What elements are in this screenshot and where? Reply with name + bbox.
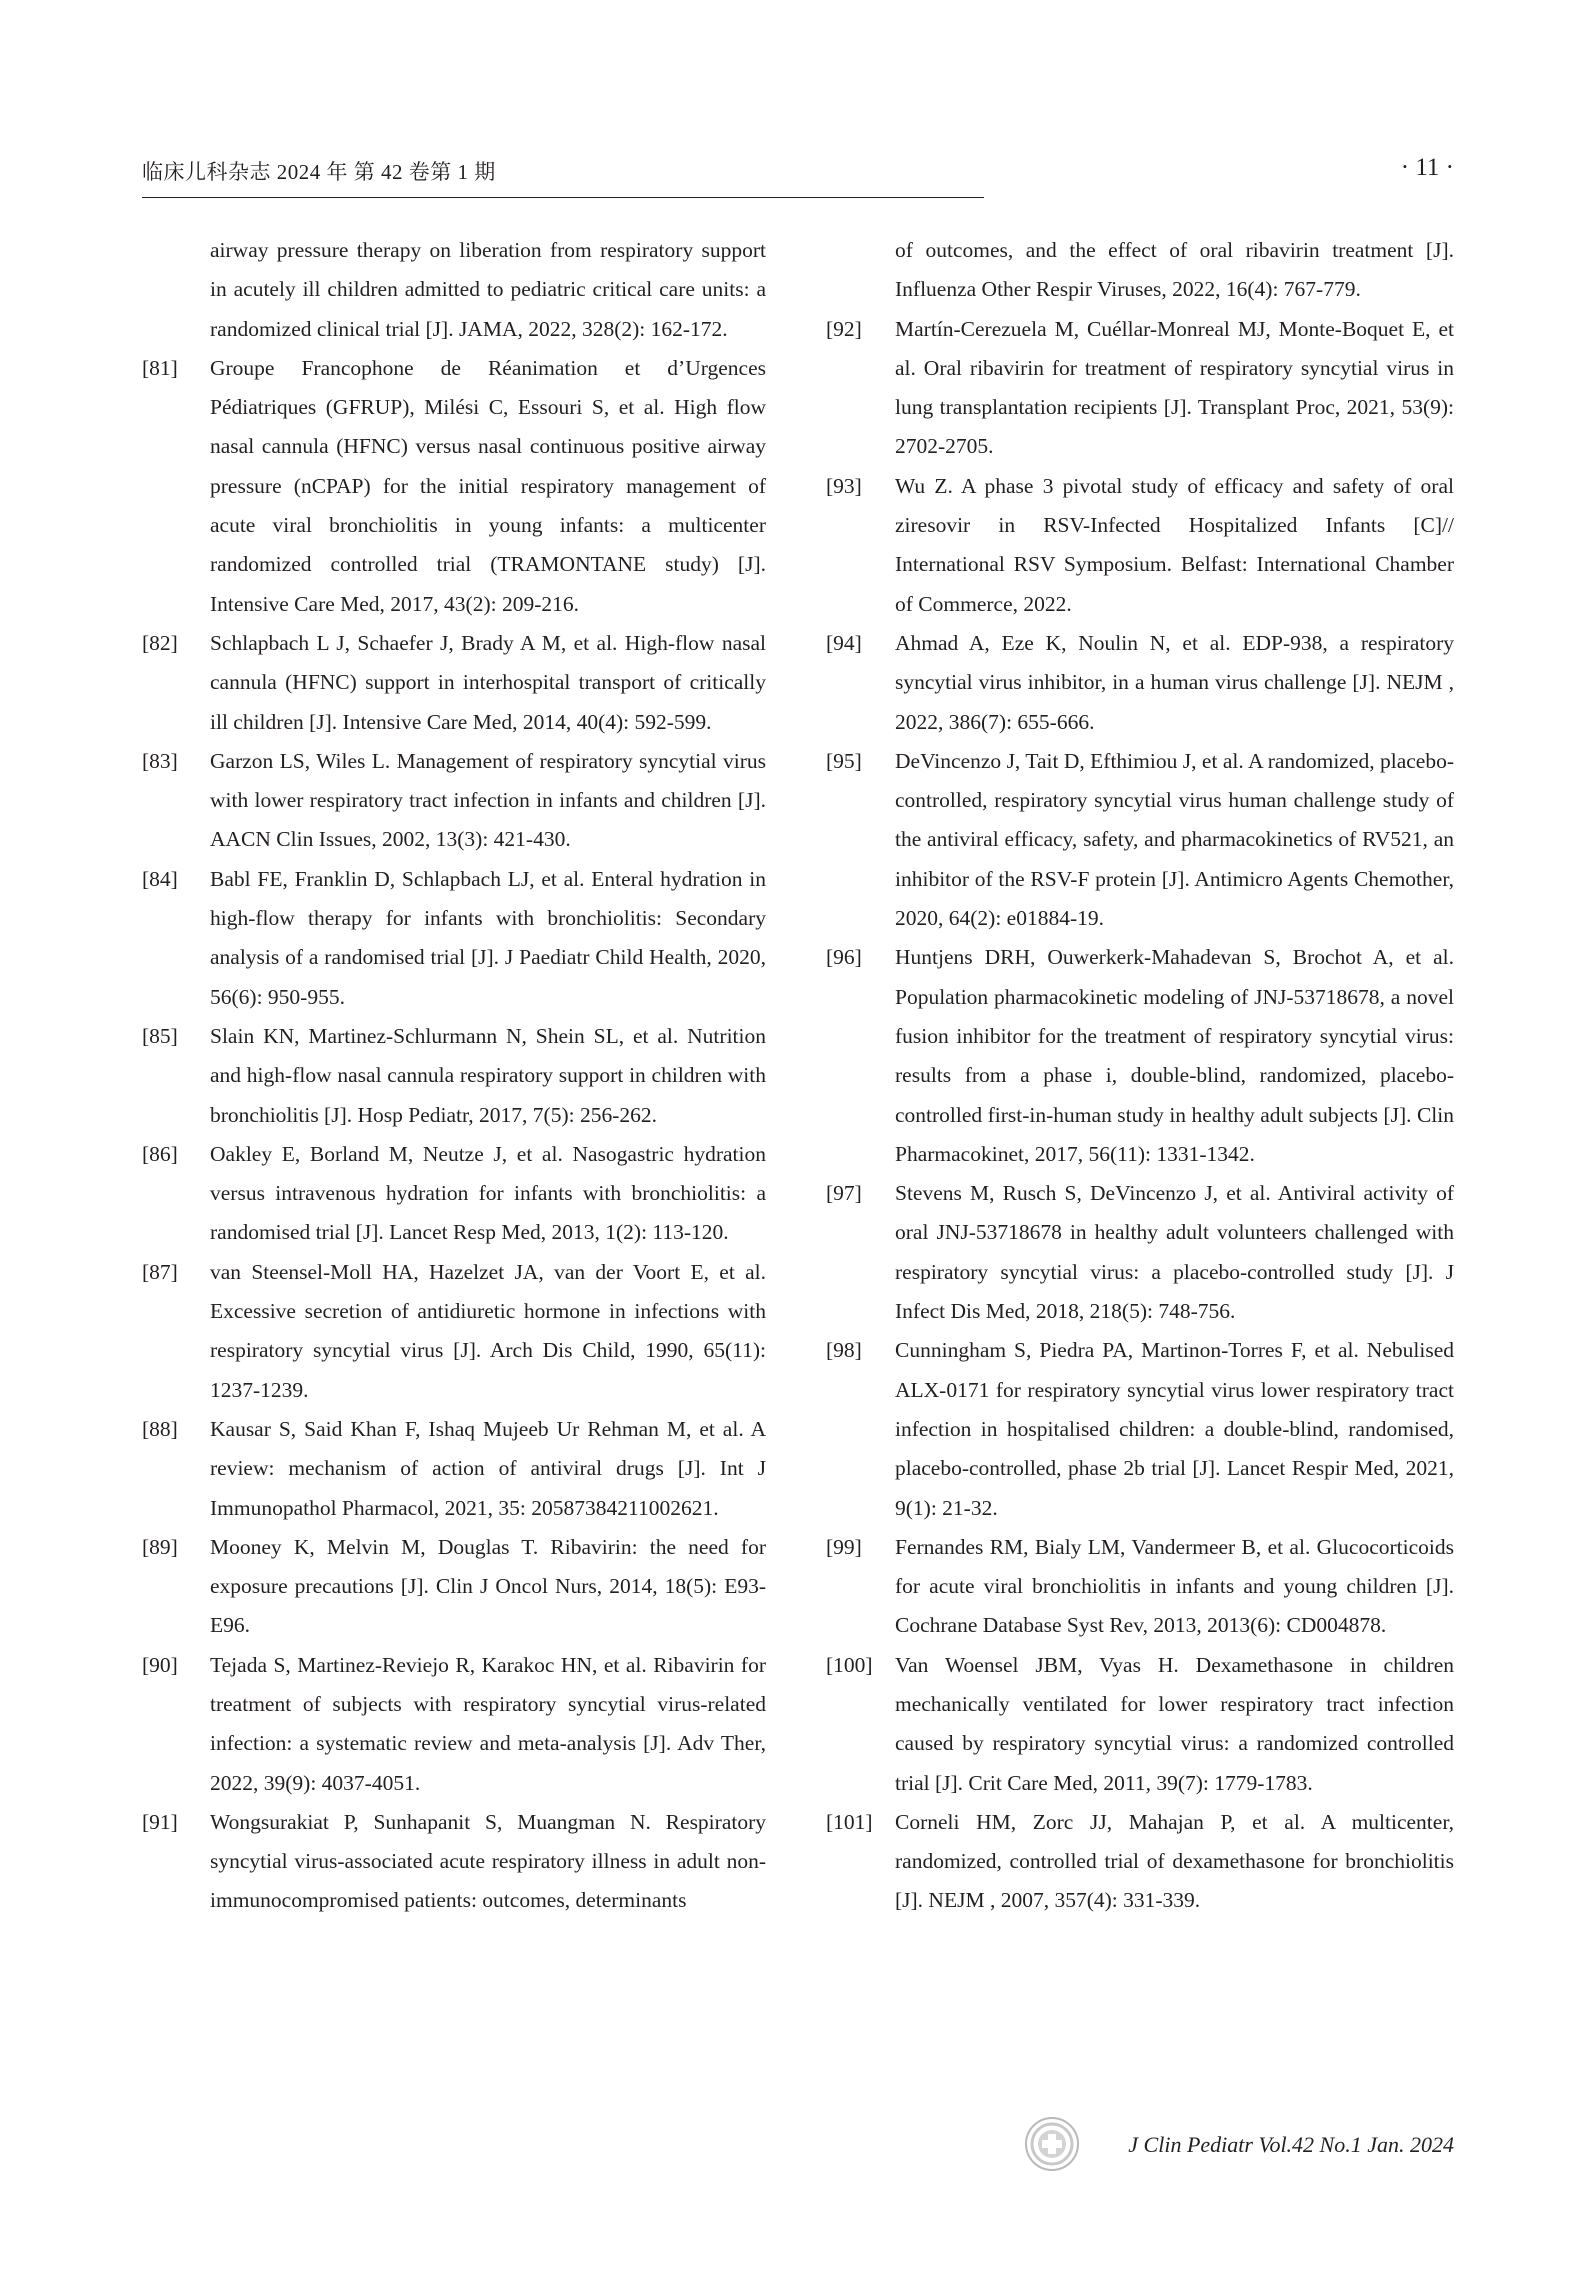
reference-item	[826, 467, 1454, 624]
reference-number: [89]	[142, 1534, 178, 1559]
reference-item	[826, 1174, 1454, 1331]
reference-text: Babl FE, Franklin D, Schlapbach LJ, et al. Enteral hydration in high-flow therapy for infants with bronchiolitis: Secondary analysis of a randomised trial [J]. J Paediatr Child Health, 2020, 56(6): 950-955.	[210, 866, 766, 1009]
reference-item	[142, 860, 766, 1017]
reference-text: Van Woensel JBM, Vyas H. Dexamethasone in children mechanically ventilated for lower respiratory tract infection caused by respiratory syncytial virus: a randomized controlled trial [J]. Crit Care Med, 2011, 39(7): 1779-1783.	[895, 1652, 1454, 1795]
reference-item	[826, 1528, 1454, 1646]
reference-number: [86]	[142, 1141, 178, 1166]
reference-item	[826, 1646, 1454, 1803]
reference-item	[142, 1017, 766, 1135]
journal-citation: J Clin Pediatr Vol.42 No.1 Jan. 2024	[1128, 2132, 1454, 2157]
page-number: · 11 ·	[1400, 154, 1454, 181]
reference-text: DeVincenzo J, Tait D, Efthimiou J, et al. A randomized, placebo-controlled, respiratory syncytial virus human challenge study of the antiviral efficacy, safety, and pharmacokinetics of RV521, an inhibitor of the RSV-F protein [J]. Antimicro Agents Chemother, 2020, 64(2): e01884-19.	[895, 748, 1454, 931]
reference-text: Ahmad A, Eze K, Noulin N, et al. EDP-938, a respiratory syncytial virus inhibitor, in a human virus challenge [J]. NEJM , 2022, 386(7): 655-666.	[895, 630, 1454, 734]
reference-item	[142, 742, 766, 860]
reference-text: Mooney K, Melvin M, Douglas T. Ribavirin: the need for exposure precautions [J]. Clin J Oncol Nurs, 2014, 18(5): E93-E96.	[210, 1534, 766, 1638]
reference-number: [97]	[826, 1181, 862, 1206]
reference-number: [88]	[142, 1416, 178, 1441]
header-rule	[142, 197, 984, 198]
reference-list-left	[142, 349, 766, 1921]
reference-column-right	[826, 231, 1454, 1921]
reference-item	[142, 349, 766, 624]
reference-number: [83]	[142, 748, 178, 773]
reference-text: Garzon LS, Wiles L. Management of respiratory syncytial virus with lower respiratory tract infection in infants and children [J]. AACN Clin Issues, 2002, 13(3): 421-430.	[210, 748, 766, 852]
reference-text: Groupe Francophone de Réanimation et d’Urgences Pédiatriques (GFRUP), Milési C, Essouri S, et al. High flow nasal cannula (HFNC) versus nasal continuous positive airway pressure (nCPAP) for the initial respiratory management of acute viral bronchiolitis in young infants: a multicenter randomized controlled trial (TRAMONTANE study) [J]. Intensive Care Med, 2017, 43(2): 209-216.	[210, 355, 766, 616]
reference-item	[826, 624, 1454, 742]
reference-number: [94]	[826, 630, 862, 655]
running-header	[142, 150, 1454, 196]
reference-item	[826, 1331, 1454, 1527]
reference-item	[142, 624, 766, 742]
reference-item	[826, 310, 1454, 467]
reference-number: [93]	[826, 473, 862, 498]
reference-list-right	[826, 310, 1454, 1921]
reference-item	[142, 1646, 766, 1803]
reference-text: Cunningham S, Piedra PA, Martinon-Torres F, et al. Nebulised ALX-0171 for respiratory syncytial virus lower respiratory tract infection in hospitalised children: a double-blind, randomised, placebo-controlled, phase 2b trial [J]. Lancet Respir Med, 2021, 9(1): 21-32.	[895, 1338, 1454, 1520]
reference-text: Fernandes RM, Bialy LM, Vandermeer B, et al. Glucocorticoids for acute viral bronchiolitis in infants and young children [J]. Cochrane Database Syst Rev, 2013, 2013(6): CD004878.	[895, 1534, 1454, 1638]
reference-text: Huntjens DRH, Ouwerkerk-Mahadevan S, Brochot A, et al. Population pharmacokinetic modeling of JNJ-53718678, a novel fusion inhibitor for the treatment of respiratory syncytial virus: results from a phase i, double-blind, randomized, placebo-controlled first-in-human study in healthy adult subjects [J]. Clin Pharmacokinet, 2017, 56(11): 1331-1342.	[895, 945, 1454, 1166]
reference-text: Kausar S, Said Khan F, Ishaq Mujeeb Ur Rehman M, et al. A review: mechanism of action of antiviral drugs [J]. Int J Immunopathol Pharmacol, 2021, 35: 20587384211002621.	[210, 1416, 766, 1520]
reference-item	[142, 1253, 766, 1410]
reference-item	[826, 938, 1454, 1174]
running-footer	[1024, 2114, 1454, 2178]
reference-text: Martín-Cerezuela M, Cuéllar-Monreal MJ, Monte-Boquet E, et al. Oral ribavirin for treatment of respiratory syncytial virus in lung transplantation recipients [J]. Transplant Proc, 2021, 53(9): 2702-2705.	[895, 316, 1454, 459]
reference-number: [85]	[142, 1023, 178, 1048]
reference-text: Slain KN, Martinez-Schlurmann N, Shein SL, et al. Nutrition and high-flow nasal cannula respiratory support in children with bronchiolitis [J]. Hosp Pediatr, 2017, 7(5): 256-262.	[210, 1023, 766, 1127]
reference-number: [92]	[826, 316, 862, 341]
reference-item	[142, 1410, 766, 1528]
journal-emblem-icon	[1024, 2116, 1080, 2172]
reference-text: Stevens M, Rusch S, DeVincenzo J, et al. Antiviral activity of oral JNJ-53718678 in healthy adult volunteers challenged with respiratory syncytial virus: a placebo-controlled study [J]. J Infect Dis Med, 2018, 218(5): 748-756.	[895, 1181, 1454, 1324]
reference-text: Wu Z. A phase 3 pivotal study of efficacy and safety of oral ziresovir in RSV-Infected Hospitalized Infants [C]// International RSV Symposium. Belfast: International Chamber of Commerce, 2022.	[895, 473, 1454, 616]
reference-number: [95]	[826, 748, 862, 773]
reference-number: [98]	[826, 1338, 862, 1363]
reference-item	[142, 1803, 766, 1921]
reference-item	[826, 1803, 1454, 1921]
reference-continuation: airway pressure therapy on liberation from respiratory support in acutely ill children admitted to pediatric critical care units: a randomized clinical trial [J]. JAMA, 2022, 328(2): 162-172.	[210, 238, 766, 341]
reference-text: Oakley E, Borland M, Neutze J, et al. Nasogastric hydration versus intravenous hydration for infants with bronchiolitis: a randomised trial [J]. Lancet Resp Med, 2013, 1(2): 113-120.	[210, 1141, 766, 1245]
reference-item	[826, 742, 1454, 938]
reference-number: [91]	[142, 1809, 178, 1834]
reference-text: Schlapbach L J, Schaefer J, Brady A M, et al. High-flow nasal cannula (HFNC) support in interhospital transport of critically ill children [J]. Intensive Care Med, 2014, 40(4): 592-599.	[210, 630, 766, 734]
reference-item	[142, 1135, 766, 1253]
journal-issue-title: 临床儿科杂志 2024 年 第 42 卷第 1 期	[142, 160, 496, 184]
reference-number: [100]	[826, 1652, 873, 1677]
reference-item	[142, 1528, 766, 1646]
reference-continuation: of outcomes, and the effect of oral ribavirin treatment [J]. Influenza Other Respir Viruses, 2022, 16(4): 767-779.	[895, 238, 1454, 302]
reference-number: [82]	[142, 630, 178, 655]
reference-number: [96]	[826, 945, 862, 970]
reference-number: [90]	[142, 1652, 178, 1677]
reference-number: [99]	[826, 1534, 862, 1559]
reference-text: Wongsurakiat P, Sunhapanit S, Muangman N. Respiratory syncytial virus-associated acute respiratory illness in adult non-immunocompromised patients: outcomes, determinants	[210, 1809, 766, 1913]
reference-number: [81]	[142, 355, 178, 380]
reference-text: Tejada S, Martinez-Reviejo R, Karakoc HN, et al. Ribavirin for treatment of subjects with respiratory syncytial virus-related infection: a systematic review and meta-analysis [J]. Adv Ther, 2022, 39(9): 4037-4051.	[210, 1652, 766, 1795]
reference-column-left	[142, 231, 766, 1921]
reference-number: [84]	[142, 866, 178, 891]
reference-text: Corneli HM, Zorc JJ, Mahajan P, et al. A multicenter, randomized, controlled trial of dexamethasone for bronchiolitis [J]. NEJM , 2007, 357(4): 331-339.	[895, 1809, 1454, 1913]
reference-text: van Steensel-Moll HA, Hazelzet JA, van der Voort E, et al. Excessive secretion of antidiuretic hormone in infections with respiratory syncytial virus [J]. Arch Dis Child, 1990, 65(11): 1237-1239.	[210, 1259, 766, 1402]
reference-number: [87]	[142, 1259, 178, 1284]
reference-number: [101]	[826, 1809, 873, 1834]
